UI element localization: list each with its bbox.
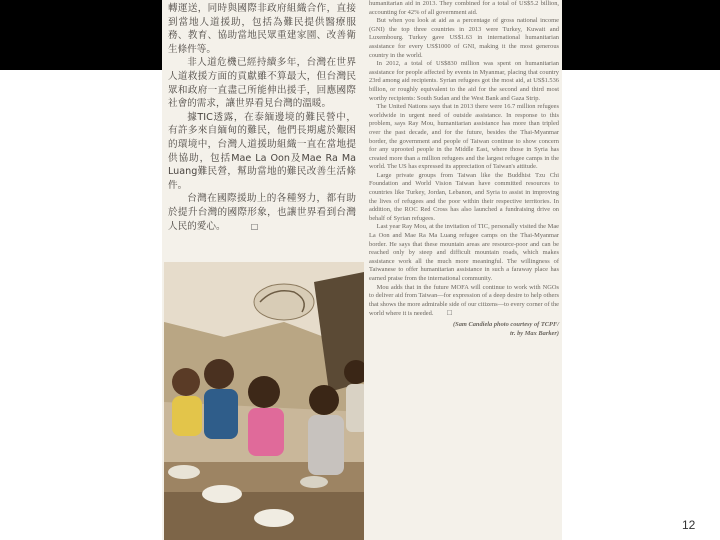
en-paragraph-7-text: Mou adds that in the future MOFA will continue to work with NGOs to deliver aid from Taiwan—for expression of a deep desire to help others that shows the more admirable side of our citizens—to every corner of the world where it is needed.: [369, 283, 559, 318]
photo-credit-line-2: tr. by Max Barker): [510, 329, 559, 337]
zh-paragraph-3: 據TIC透露，在泰緬邊境的難民營中，有許多來自緬甸的難民，他們長期處於艱困的環境中，台灣人道援助組織一直在當地提供協助，包括Mae La Oon及Mae Ra Ma Luang難民營，幫助當地的難民改善生活條件。: [168, 111, 356, 191]
child-figure-2: [204, 359, 238, 439]
en-paragraph-3: In 2012, a total of US$830 million was spent on humanitarian assistance for people affected by events in Myanmar, placing that country 23rd among aid recipients. Syrian refugees got the most aid, at US$1.536 billion, or roughly equivalent to the aid for the second and third most worthy recipients: South Sudan and the West Bank and Gaza Strip.: [369, 60, 559, 102]
en-paragraph-2: But when you look at aid as a percentage of gross national income (GNI) the top three countries in 2013 were Turkey, Kuwait and Luxembourg. Turkey gave US$1.63 in international humanitarian assistance for every US$1000 of GNI, making it the most generous country in the world.: [369, 17, 559, 59]
child-figure-4: [308, 385, 344, 475]
child-figure-5: [344, 360, 364, 432]
end-square-icon: □: [447, 308, 452, 318]
en-paragraph-7: [369, 284, 559, 319]
en-paragraph-4: The United Nations says that in 2013 there were 16.7 million refugees worldwide in urgent need of outside assistance. In response to this problem, says Ray Mou, humanitarian assistance has more than tripled over the past decade, and for the future, besides the Thai-Myanmar border, the government and people of Taiwan continue to show concern for any uprooted people in the Middle East, where those in Syria has created more than a million refugees and the largest refugee camps in the world. The US has expressed its appreciation of Taiwan's attitude.: [369, 103, 559, 171]
en-paragraph-1: humanitarian aid in 2013. They combined for a total of US$5.2 billion, accounting for 42% of all government aid.: [369, 0, 559, 16]
page-number: 12: [682, 518, 696, 532]
en-paragraph-5: Large private groups from Taiwan like the Buddhist Tzu Chi Foundation and World Vision Taiwan have committed resources to countries like Turkey, Jordan, Lebanon, and Syria to assist in improving the lives of refugees and the poor within their respective territories. In addition, the ROC Red Cross has also launched a fundraising drive on behalf of Syrian refugees.: [369, 171, 559, 222]
zh-paragraph-1: 轉運送，同時與國際非政府組織合作，直接到當地人道援助，包括為難民提供醫療服務、教育、協助當地民眾重建家園、改善衛生條件等。: [168, 3, 356, 55]
end-square-icon: □: [250, 221, 259, 231]
children-in-refugee-camp-photo: [164, 262, 364, 540]
zh-paragraph-4-text: 台灣在國際援助上的各種努力，都有助於提升台灣的國際形象，也讓世界看到台灣人民的愛心。: [168, 193, 356, 232]
magazine-page: [162, 0, 562, 540]
photo-credit-line-1: (Sam Candiela photo courtesy of TCPF/: [453, 320, 559, 328]
child-figure-3: [248, 376, 284, 456]
zh-paragraph-2: 非人道危機已經持續多年，台灣在世界人道救援方面的貢獻雖不算最大，但台灣民眾和政府一直盡己所能伸出援手，回應國際社會的需求，讓世界看見台灣的溫暖。: [168, 57, 356, 110]
photo-credit: [369, 321, 559, 338]
child-figure-1: [172, 368, 202, 436]
zh-paragraph-4: [168, 192, 356, 233]
english-text-column: [369, 0, 559, 338]
en-paragraph-6: Last year Ray Mou, at the invitation of TIC, personally visited the Mae La Oon and Mae Ra Ma Luang refugee camps on the Thai-Myanmar border. He says that these mountain areas are resource-poor and can be reached only by steep and difficult mountain roads, which makes assistance work all the much more meaningful. The willingness of Taiwanese to offer humanitarian assistance in such a faraway place has earned praise from the international community.: [369, 223, 559, 282]
chinese-text-column: [168, 2, 356, 233]
